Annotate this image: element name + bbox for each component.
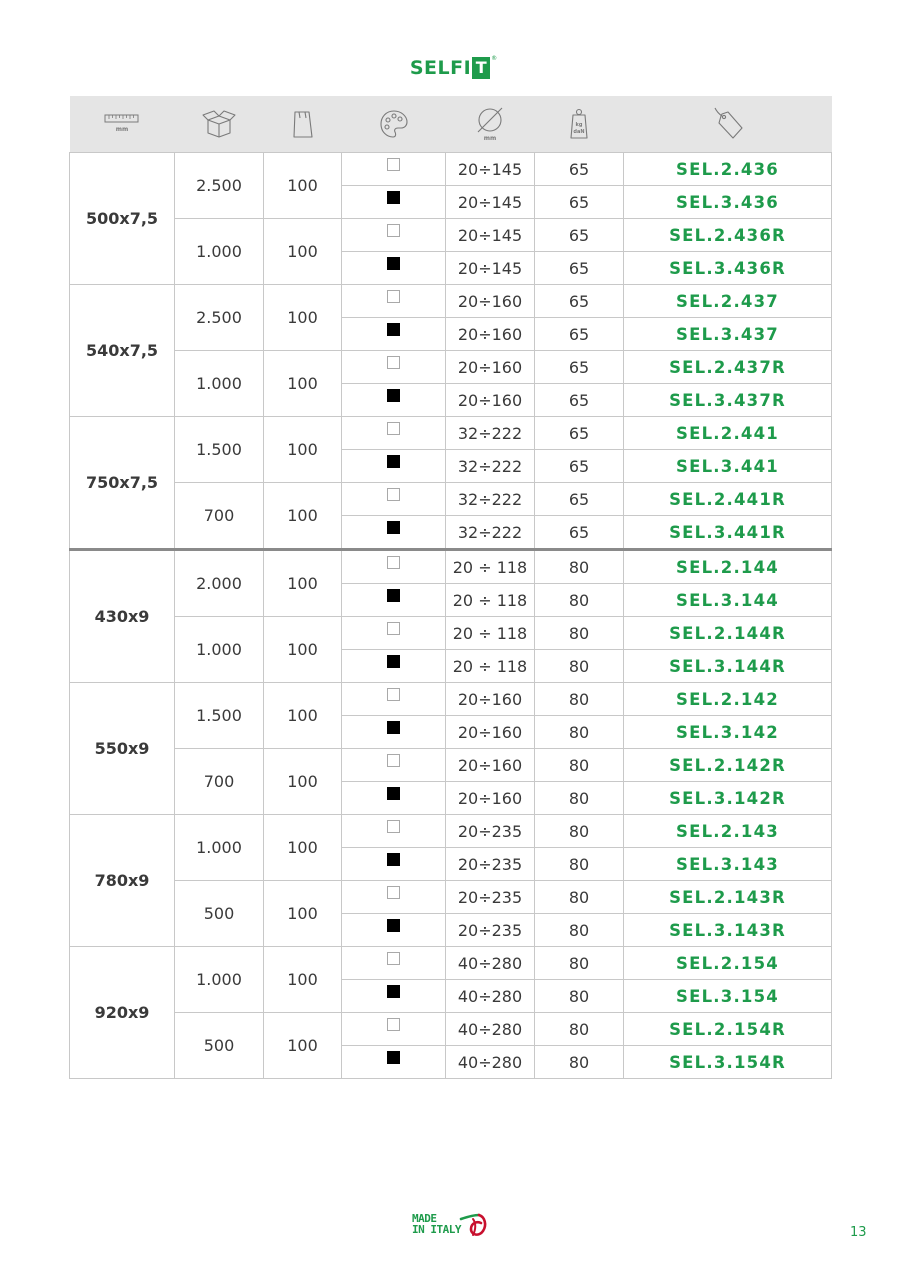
table-row bbox=[70, 1013, 832, 1046]
color-cell bbox=[342, 450, 446, 483]
diameter-cell: 20÷160 bbox=[446, 749, 535, 782]
color-cell bbox=[342, 914, 446, 947]
product-code-cell: SEL.3.437 bbox=[624, 318, 832, 351]
table-row bbox=[70, 219, 832, 252]
white-swatch-icon bbox=[387, 952, 400, 965]
diameter-cell: 32÷222 bbox=[446, 483, 535, 516]
header-color bbox=[342, 96, 446, 153]
color-cell bbox=[342, 285, 446, 318]
color-cell bbox=[342, 550, 446, 584]
size-cell: 540x7,5 bbox=[70, 285, 175, 417]
color-cell bbox=[342, 815, 446, 848]
weight-unit-kg: kg bbox=[575, 122, 583, 128]
diameter-cell: 20÷145 bbox=[446, 186, 535, 219]
product-code-cell: SEL.2.143 bbox=[624, 815, 832, 848]
white-swatch-icon bbox=[387, 224, 400, 237]
header-row bbox=[70, 96, 832, 153]
product-code-cell: SEL.3.436 bbox=[624, 186, 832, 219]
weight-unit-dan: daN bbox=[573, 129, 585, 135]
made-label: MADE bbox=[412, 1212, 437, 1225]
table-row bbox=[70, 153, 832, 186]
white-swatch-icon bbox=[387, 556, 400, 569]
diameter-cell: 40÷280 bbox=[446, 980, 535, 1013]
product-code-cell: SEL.2.154 bbox=[624, 947, 832, 980]
load-cell: 80 bbox=[535, 980, 624, 1013]
size-cell: 430x9 bbox=[70, 550, 175, 683]
table-row bbox=[70, 749, 832, 782]
brand-logo bbox=[0, 56, 900, 86]
table-row bbox=[70, 285, 832, 318]
load-cell: 65 bbox=[535, 450, 624, 483]
diameter-cell: 20÷235 bbox=[446, 815, 535, 848]
load-cell: 80 bbox=[535, 815, 624, 848]
bag-icon bbox=[290, 108, 316, 140]
size-cell: 920x9 bbox=[70, 947, 175, 1079]
diameter-cell: 20 ÷ 118 bbox=[446, 617, 535, 650]
diameter-cell: 40÷280 bbox=[446, 1013, 535, 1046]
product-code-cell: SEL.3.142 bbox=[624, 716, 832, 749]
black-swatch-icon bbox=[387, 853, 400, 866]
diameter-icon bbox=[473, 106, 507, 142]
product-code-cell: SEL.2.142 bbox=[624, 683, 832, 716]
black-swatch-icon bbox=[387, 1051, 400, 1064]
color-cell bbox=[342, 947, 446, 980]
color-cell bbox=[342, 516, 446, 550]
load-cell: 80 bbox=[535, 617, 624, 650]
color-cell bbox=[342, 650, 446, 683]
bag-quantity-cell: 100 bbox=[264, 815, 342, 881]
load-cell: 65 bbox=[535, 417, 624, 450]
white-swatch-icon bbox=[387, 158, 400, 171]
product-code-cell: SEL.3.143R bbox=[624, 914, 832, 947]
load-cell: 80 bbox=[535, 881, 624, 914]
load-cell: 80 bbox=[535, 848, 624, 881]
color-cell bbox=[342, 980, 446, 1013]
diameter-cell: 40÷280 bbox=[446, 947, 535, 980]
product-code-cell: SEL.2.144 bbox=[624, 550, 832, 584]
box-quantity-cell: 2.500 bbox=[175, 153, 264, 219]
size-cell: 780x9 bbox=[70, 815, 175, 947]
product-code-cell: SEL.2.437R bbox=[624, 351, 832, 384]
ruler-icon bbox=[102, 113, 142, 135]
italy-ribbon-icon bbox=[459, 1209, 489, 1239]
color-cell bbox=[342, 749, 446, 782]
black-swatch-icon bbox=[387, 787, 400, 800]
load-cell: 65 bbox=[535, 219, 624, 252]
bag-quantity-cell: 100 bbox=[264, 683, 342, 749]
weight-icon bbox=[568, 107, 590, 141]
product-code-cell: SEL.2.441R bbox=[624, 483, 832, 516]
diameter-unit-label: mm bbox=[483, 135, 497, 142]
load-cell: 65 bbox=[535, 153, 624, 186]
product-code-cell: SEL.2.154R bbox=[624, 1013, 832, 1046]
black-swatch-icon bbox=[387, 919, 400, 932]
made-in-italy-logo bbox=[412, 1206, 492, 1242]
bag-quantity-cell: 100 bbox=[264, 749, 342, 815]
box-quantity-cell: 500 bbox=[175, 881, 264, 947]
product-code-cell: SEL.2.436R bbox=[624, 219, 832, 252]
product-code-cell: SEL.3.441R bbox=[624, 516, 832, 550]
bag-quantity-cell: 100 bbox=[264, 351, 342, 417]
product-code-cell: SEL.2.144R bbox=[624, 617, 832, 650]
diameter-cell: 40÷280 bbox=[446, 1046, 535, 1079]
box-quantity-cell: 1.000 bbox=[175, 815, 264, 881]
color-cell bbox=[342, 1046, 446, 1079]
white-swatch-icon bbox=[387, 422, 400, 435]
diameter-cell: 20÷160 bbox=[446, 782, 535, 815]
box-quantity-cell: 2.500 bbox=[175, 285, 264, 351]
load-cell: 80 bbox=[535, 782, 624, 815]
bag-quantity-cell: 100 bbox=[264, 153, 342, 219]
load-cell: 65 bbox=[535, 516, 624, 550]
load-cell: 65 bbox=[535, 483, 624, 516]
header-code bbox=[624, 96, 832, 153]
white-swatch-icon bbox=[387, 290, 400, 303]
ruler-unit-label: mm bbox=[115, 126, 129, 133]
white-swatch-icon bbox=[387, 754, 400, 767]
diameter-cell: 20÷145 bbox=[446, 219, 535, 252]
product-table-wrapper bbox=[69, 96, 831, 1079]
bag-quantity-cell: 100 bbox=[264, 550, 342, 617]
load-cell: 80 bbox=[535, 914, 624, 947]
diameter-cell: 32÷222 bbox=[446, 450, 535, 483]
color-cell bbox=[342, 153, 446, 186]
color-cell bbox=[342, 716, 446, 749]
color-cell bbox=[342, 219, 446, 252]
load-cell: 65 bbox=[535, 351, 624, 384]
box-icon bbox=[200, 108, 238, 140]
product-code-cell: SEL.3.154R bbox=[624, 1046, 832, 1079]
table-row bbox=[70, 683, 832, 716]
product-code-cell: SEL.3.437R bbox=[624, 384, 832, 417]
product-code-cell: SEL.3.441 bbox=[624, 450, 832, 483]
box-quantity-cell: 1.500 bbox=[175, 417, 264, 483]
bag-quantity-cell: 100 bbox=[264, 617, 342, 683]
diameter-cell: 20 ÷ 118 bbox=[446, 584, 535, 617]
box-quantity-cell: 1.000 bbox=[175, 219, 264, 285]
table-row bbox=[70, 617, 832, 650]
load-cell: 80 bbox=[535, 1046, 624, 1079]
tag-icon bbox=[711, 106, 745, 142]
header-bag-quantity bbox=[264, 96, 342, 153]
table-row bbox=[70, 881, 832, 914]
bag-quantity-cell: 100 bbox=[264, 881, 342, 947]
table-row bbox=[70, 351, 832, 384]
diameter-cell: 20÷160 bbox=[446, 384, 535, 417]
white-swatch-icon bbox=[387, 886, 400, 899]
color-cell bbox=[342, 617, 446, 650]
box-quantity-cell: 700 bbox=[175, 483, 264, 550]
in-italy-label: IN ITALY bbox=[412, 1223, 461, 1236]
color-cell bbox=[342, 881, 446, 914]
white-swatch-icon bbox=[387, 356, 400, 369]
load-cell: 65 bbox=[535, 384, 624, 417]
size-cell: 500x7,5 bbox=[70, 153, 175, 285]
logo-t-block: T bbox=[472, 57, 490, 79]
load-cell: 80 bbox=[535, 650, 624, 683]
color-cell bbox=[342, 186, 446, 219]
table-row bbox=[70, 550, 832, 584]
black-swatch-icon bbox=[387, 257, 400, 270]
product-code-cell: SEL.2.143R bbox=[624, 881, 832, 914]
color-cell bbox=[342, 782, 446, 815]
color-cell bbox=[342, 483, 446, 516]
load-cell: 80 bbox=[535, 584, 624, 617]
load-cell: 65 bbox=[535, 186, 624, 219]
diameter-cell: 20÷145 bbox=[446, 252, 535, 285]
diameter-cell: 20÷235 bbox=[446, 881, 535, 914]
diameter-cell: 20÷160 bbox=[446, 318, 535, 351]
bag-quantity-cell: 100 bbox=[264, 219, 342, 285]
diameter-cell: 20÷160 bbox=[446, 285, 535, 318]
bag-quantity-cell: 100 bbox=[264, 285, 342, 351]
box-quantity-cell: 1.500 bbox=[175, 683, 264, 749]
product-code-cell: SEL.3.144 bbox=[624, 584, 832, 617]
load-cell: 80 bbox=[535, 716, 624, 749]
diameter-cell: 32÷222 bbox=[446, 516, 535, 550]
product-code-cell: SEL.2.436 bbox=[624, 153, 832, 186]
table-body bbox=[70, 153, 832, 1079]
logo-text: SELFI bbox=[409, 57, 472, 79]
product-code-cell: SEL.2.142R bbox=[624, 749, 832, 782]
color-cell bbox=[342, 848, 446, 881]
black-swatch-icon bbox=[387, 455, 400, 468]
black-swatch-icon bbox=[387, 721, 400, 734]
diameter-cell: 20÷160 bbox=[446, 716, 535, 749]
load-cell: 80 bbox=[535, 947, 624, 980]
diameter-cell: 20÷235 bbox=[446, 848, 535, 881]
table-row bbox=[70, 815, 832, 848]
color-cell bbox=[342, 384, 446, 417]
header-diameter bbox=[446, 96, 535, 153]
product-code-cell: SEL.3.436R bbox=[624, 252, 832, 285]
diameter-cell: 20÷160 bbox=[446, 351, 535, 384]
product-table bbox=[69, 96, 832, 1079]
product-code-cell: SEL.2.437 bbox=[624, 285, 832, 318]
product-code-cell: SEL.3.154 bbox=[624, 980, 832, 1013]
white-swatch-icon bbox=[387, 488, 400, 501]
page-number: 13 bbox=[850, 1225, 867, 1240]
table-row bbox=[70, 483, 832, 516]
bag-quantity-cell: 100 bbox=[264, 483, 342, 550]
table-row bbox=[70, 417, 832, 450]
color-cell bbox=[342, 584, 446, 617]
product-code-cell: SEL.3.142R bbox=[624, 782, 832, 815]
diameter-cell: 20÷145 bbox=[446, 153, 535, 186]
table-row bbox=[70, 947, 832, 980]
color-cell bbox=[342, 417, 446, 450]
box-quantity-cell: 2.000 bbox=[175, 550, 264, 617]
box-quantity-cell: 1.000 bbox=[175, 351, 264, 417]
palette-icon bbox=[378, 108, 410, 140]
black-swatch-icon bbox=[387, 589, 400, 602]
bag-quantity-cell: 100 bbox=[264, 1013, 342, 1079]
diameter-cell: 20 ÷ 118 bbox=[446, 550, 535, 584]
load-cell: 80 bbox=[535, 550, 624, 584]
white-swatch-icon bbox=[387, 622, 400, 635]
diameter-cell: 32÷222 bbox=[446, 417, 535, 450]
header-box-quantity bbox=[175, 96, 264, 153]
white-swatch-icon bbox=[387, 820, 400, 833]
white-swatch-icon bbox=[387, 1018, 400, 1031]
diameter-cell: 20÷160 bbox=[446, 683, 535, 716]
load-cell: 80 bbox=[535, 749, 624, 782]
black-swatch-icon bbox=[387, 323, 400, 336]
diameter-cell: 20 ÷ 118 bbox=[446, 650, 535, 683]
load-cell: 65 bbox=[535, 285, 624, 318]
load-cell: 65 bbox=[535, 318, 624, 351]
color-cell bbox=[342, 1013, 446, 1046]
registered-mark: ® bbox=[491, 55, 498, 62]
black-swatch-icon bbox=[387, 521, 400, 534]
black-swatch-icon bbox=[387, 389, 400, 402]
bag-quantity-cell: 100 bbox=[264, 417, 342, 483]
box-quantity-cell: 700 bbox=[175, 749, 264, 815]
box-quantity-cell: 1.000 bbox=[175, 947, 264, 1013]
load-cell: 80 bbox=[535, 683, 624, 716]
black-swatch-icon bbox=[387, 191, 400, 204]
black-swatch-icon bbox=[387, 655, 400, 668]
header-load bbox=[535, 96, 624, 153]
diameter-cell: 20÷235 bbox=[446, 914, 535, 947]
product-code-cell: SEL.3.144R bbox=[624, 650, 832, 683]
header-length bbox=[70, 96, 175, 153]
box-quantity-cell: 1.000 bbox=[175, 617, 264, 683]
product-code-cell: SEL.2.441 bbox=[624, 417, 832, 450]
load-cell: 65 bbox=[535, 252, 624, 285]
white-swatch-icon bbox=[387, 688, 400, 701]
color-cell bbox=[342, 351, 446, 384]
size-cell: 750x7,5 bbox=[70, 417, 175, 550]
product-code-cell: SEL.3.143 bbox=[624, 848, 832, 881]
bag-quantity-cell: 100 bbox=[264, 947, 342, 1013]
load-cell: 80 bbox=[535, 1013, 624, 1046]
size-cell: 550x9 bbox=[70, 683, 175, 815]
black-swatch-icon bbox=[387, 985, 400, 998]
color-cell bbox=[342, 252, 446, 285]
color-cell bbox=[342, 683, 446, 716]
color-cell bbox=[342, 318, 446, 351]
box-quantity-cell: 500 bbox=[175, 1013, 264, 1079]
